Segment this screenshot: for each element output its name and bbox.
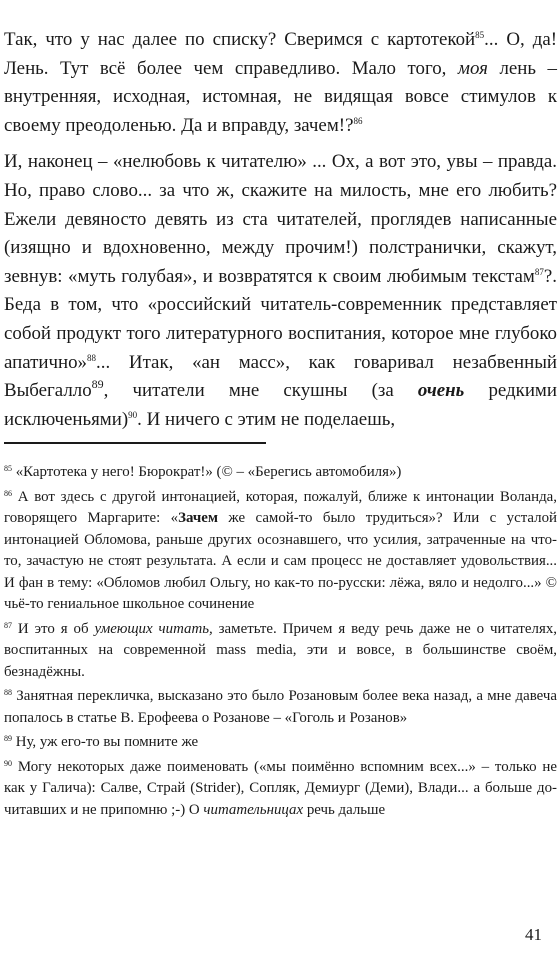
footnote-89	[4, 732, 557, 754]
footnote-86	[4, 487, 557, 616]
footnote-text: заметьте. Причем я веду речь даже не о читателях, воспитанных на современной mass media, эти и вовсе, в большинстве своём, безнадёжны.	[4, 620, 557, 680]
footnote-text: Могу некоторых даже поименовать («мы поимённо вспомним всех...» – только не как у Галича): Салве, Страй (Strider), Сопляк, Демиург (Деми), Влади... а больше до-читавших и не припомню ;-) О	[4, 758, 557, 818]
text-run: . И ничего с этим не поделаешь,	[137, 408, 396, 430]
text-run: ?. Беда в том, что «российский читатель-современник представляет собой продукт того литературного воспитания, которое мне глубоко апатично»	[4, 265, 557, 373]
footnote-text: Ну, уж его-то вы помните же	[12, 734, 199, 750]
page-number: 41	[525, 925, 542, 944]
main-text	[4, 26, 557, 434]
text-run: ... О, да! Лень. Тут всё более чем справедливо. Мало того,	[4, 29, 558, 79]
footnote-number: 85	[4, 464, 12, 473]
footnote-text: А вот здесь с другой интонацией, которая, пожалуй, ближе к интонации Воланда, говорящего Маргарите: «	[4, 488, 557, 526]
footnote-number: 88	[4, 688, 12, 697]
italic-word: читательницах	[203, 801, 304, 818]
footnote-ref-90: 90	[128, 409, 138, 420]
text-run: редкими исключеньями)	[4, 380, 557, 430]
footnote-ref-87: 87	[534, 266, 544, 277]
text-run: Так, что у нас далее по списку? Сверимся с картотекой	[4, 29, 476, 50]
footnote-number: 89	[4, 734, 12, 743]
bold-word: Зачем	[178, 510, 218, 526]
footnote-ref-88: 88	[87, 352, 97, 363]
footnote-number: 90	[4, 758, 12, 768]
italic-word: моя	[457, 57, 488, 79]
text-run: ... Итак, «ан масс», как говаривал незабвенный Выбегалло	[4, 351, 557, 402]
footnote-text: же самой-то было трудиться»? Или с усталой интонацией Обломова, раньше других осознавшего, что усилия, затраченные на что-то, зачастую не стоят результата. А если и сам процесс не доставляет удовольствия... И фан в тему: «Обломов любил Ольгу, но как-то по-русски: лёжа, вяло и недолго...» © чьё-то гениальное школьное сочинение	[4, 510, 558, 612]
footnote-90	[4, 757, 557, 822]
footnote-ref-85: 85	[475, 30, 485, 40]
footnote-number: 86	[4, 488, 12, 498]
text-run: лень – внутренняя, исходная, истомная, не видящая вовсе стимулов к своему преодоленью. Да и вправду, зачем!?	[4, 57, 557, 136]
footnote-ref-89: 89	[91, 377, 104, 392]
text-run: , читатели мне скушны (за	[103, 380, 418, 402]
footnotes	[4, 462, 557, 821]
footnote-88	[4, 686, 557, 729]
paragraph-1	[4, 26, 557, 140]
paragraph-2	[4, 148, 557, 434]
footnote-number: 87	[4, 620, 12, 630]
footnote-text: И это я об	[12, 620, 95, 637]
footnote-separator	[4, 442, 266, 444]
italic-phrase: умеющих читать,	[94, 620, 213, 637]
footnote-text: речь дальше	[303, 801, 386, 818]
bold-italic-word: очень	[417, 380, 465, 402]
footnote-text: «Картотека у него! Бюрократ!» (© – «Берегись автомобиля»)	[12, 464, 402, 480]
footnote-85	[4, 462, 557, 484]
footnote-87	[4, 619, 557, 684]
text-run: И, наконец – «нелюбовь к читателю» ... Ох, а вот это, увы – правда. Но, право слово... за что ж, скажите на милость, мне его любить? Ежели девяносто девять из ста читателей, проглядев написанные (изящно и вдохновенно, между прочим!) полстранички, скажут, зевнув: «муть голубая», и возвратятся к своим любимым текстам	[4, 151, 557, 287]
footnote-text: Занятная перекличка, высказано это было Розановым более века назад, а мне давеча попалось в статье В. Ерофеева о Розанове – «Гоголь и Розанов»	[4, 688, 557, 726]
footnote-ref-86: 86	[353, 115, 363, 126]
